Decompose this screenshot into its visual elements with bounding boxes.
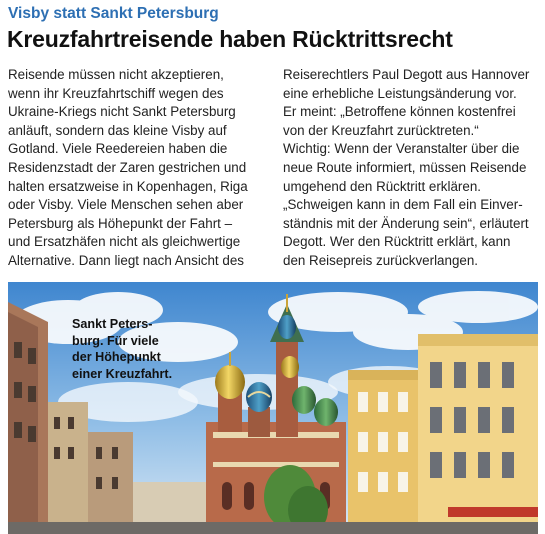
article-kicker: Visby statt Sankt Petersburg — [8, 5, 219, 22]
text-line: wenn ihr Kreuzfahrtschiff wegen des — [8, 85, 224, 101]
text-line: oder Visby. Viele Menschen sehen aber — [8, 197, 244, 213]
text-line: anläuft, sondern das kleine Visby auf — [8, 122, 227, 138]
text-line: Reiserechtlers Paul Degott aus Hannover — [283, 67, 530, 82]
article-column-right — [283, 66, 538, 271]
text-line: ständnis mit der Änderung sein“, erläutert — [283, 215, 529, 231]
text-line: Er meint: „Betroffene können kostenfrei — [283, 104, 516, 120]
text-line: den Reisepreis zurückverlangen. — [283, 252, 479, 268]
text-line: Ukraine-Kriegs nicht Sankt Petersburg — [8, 104, 236, 120]
photo-caption: Sankt Peters- burg. Für viele der Höhepunkt einer Kreuzfahrt. — [72, 317, 173, 381]
text-line: umgehend den Rücktritt erklären. — [283, 178, 481, 194]
text-line: Wichtig: Wenn der Veranstalter über die — [283, 141, 520, 157]
text-line: Degott. Wer den Rücktritt erklärt, kann — [283, 234, 511, 250]
text-line: Petersburg als Höhepunkt der Fahrt – — [8, 215, 233, 231]
text-line: und Ersatzhäfen nicht als gleichwertige — [8, 234, 241, 250]
article-column-left — [8, 66, 263, 271]
text-line: Gotland. Viele Reedereien haben die — [8, 141, 228, 157]
text-line: eine erhebliche Leistungsänderung vor. — [283, 85, 517, 101]
text-line: halten ersatzweise in Kopenhagen, Riga — [8, 178, 248, 194]
text-line: neue Route informiert, müssen Reisende — [283, 159, 527, 175]
text-line: von der Kreuzfahrt zurücktreten.“ — [283, 122, 479, 138]
text-line: „Schweigen kann in dem Fall ein Einver- — [283, 197, 523, 213]
text-line: Alternative. Dann liegt nach Ansicht des — [8, 252, 244, 268]
article-headline: Kreuzfahrtreisende haben Rücktrittsrecht — [7, 26, 453, 52]
text-line: Reisende müssen nicht akzeptieren, — [8, 67, 224, 82]
text-line: Residenzstadt der Zaren gestrichen und — [8, 159, 247, 175]
